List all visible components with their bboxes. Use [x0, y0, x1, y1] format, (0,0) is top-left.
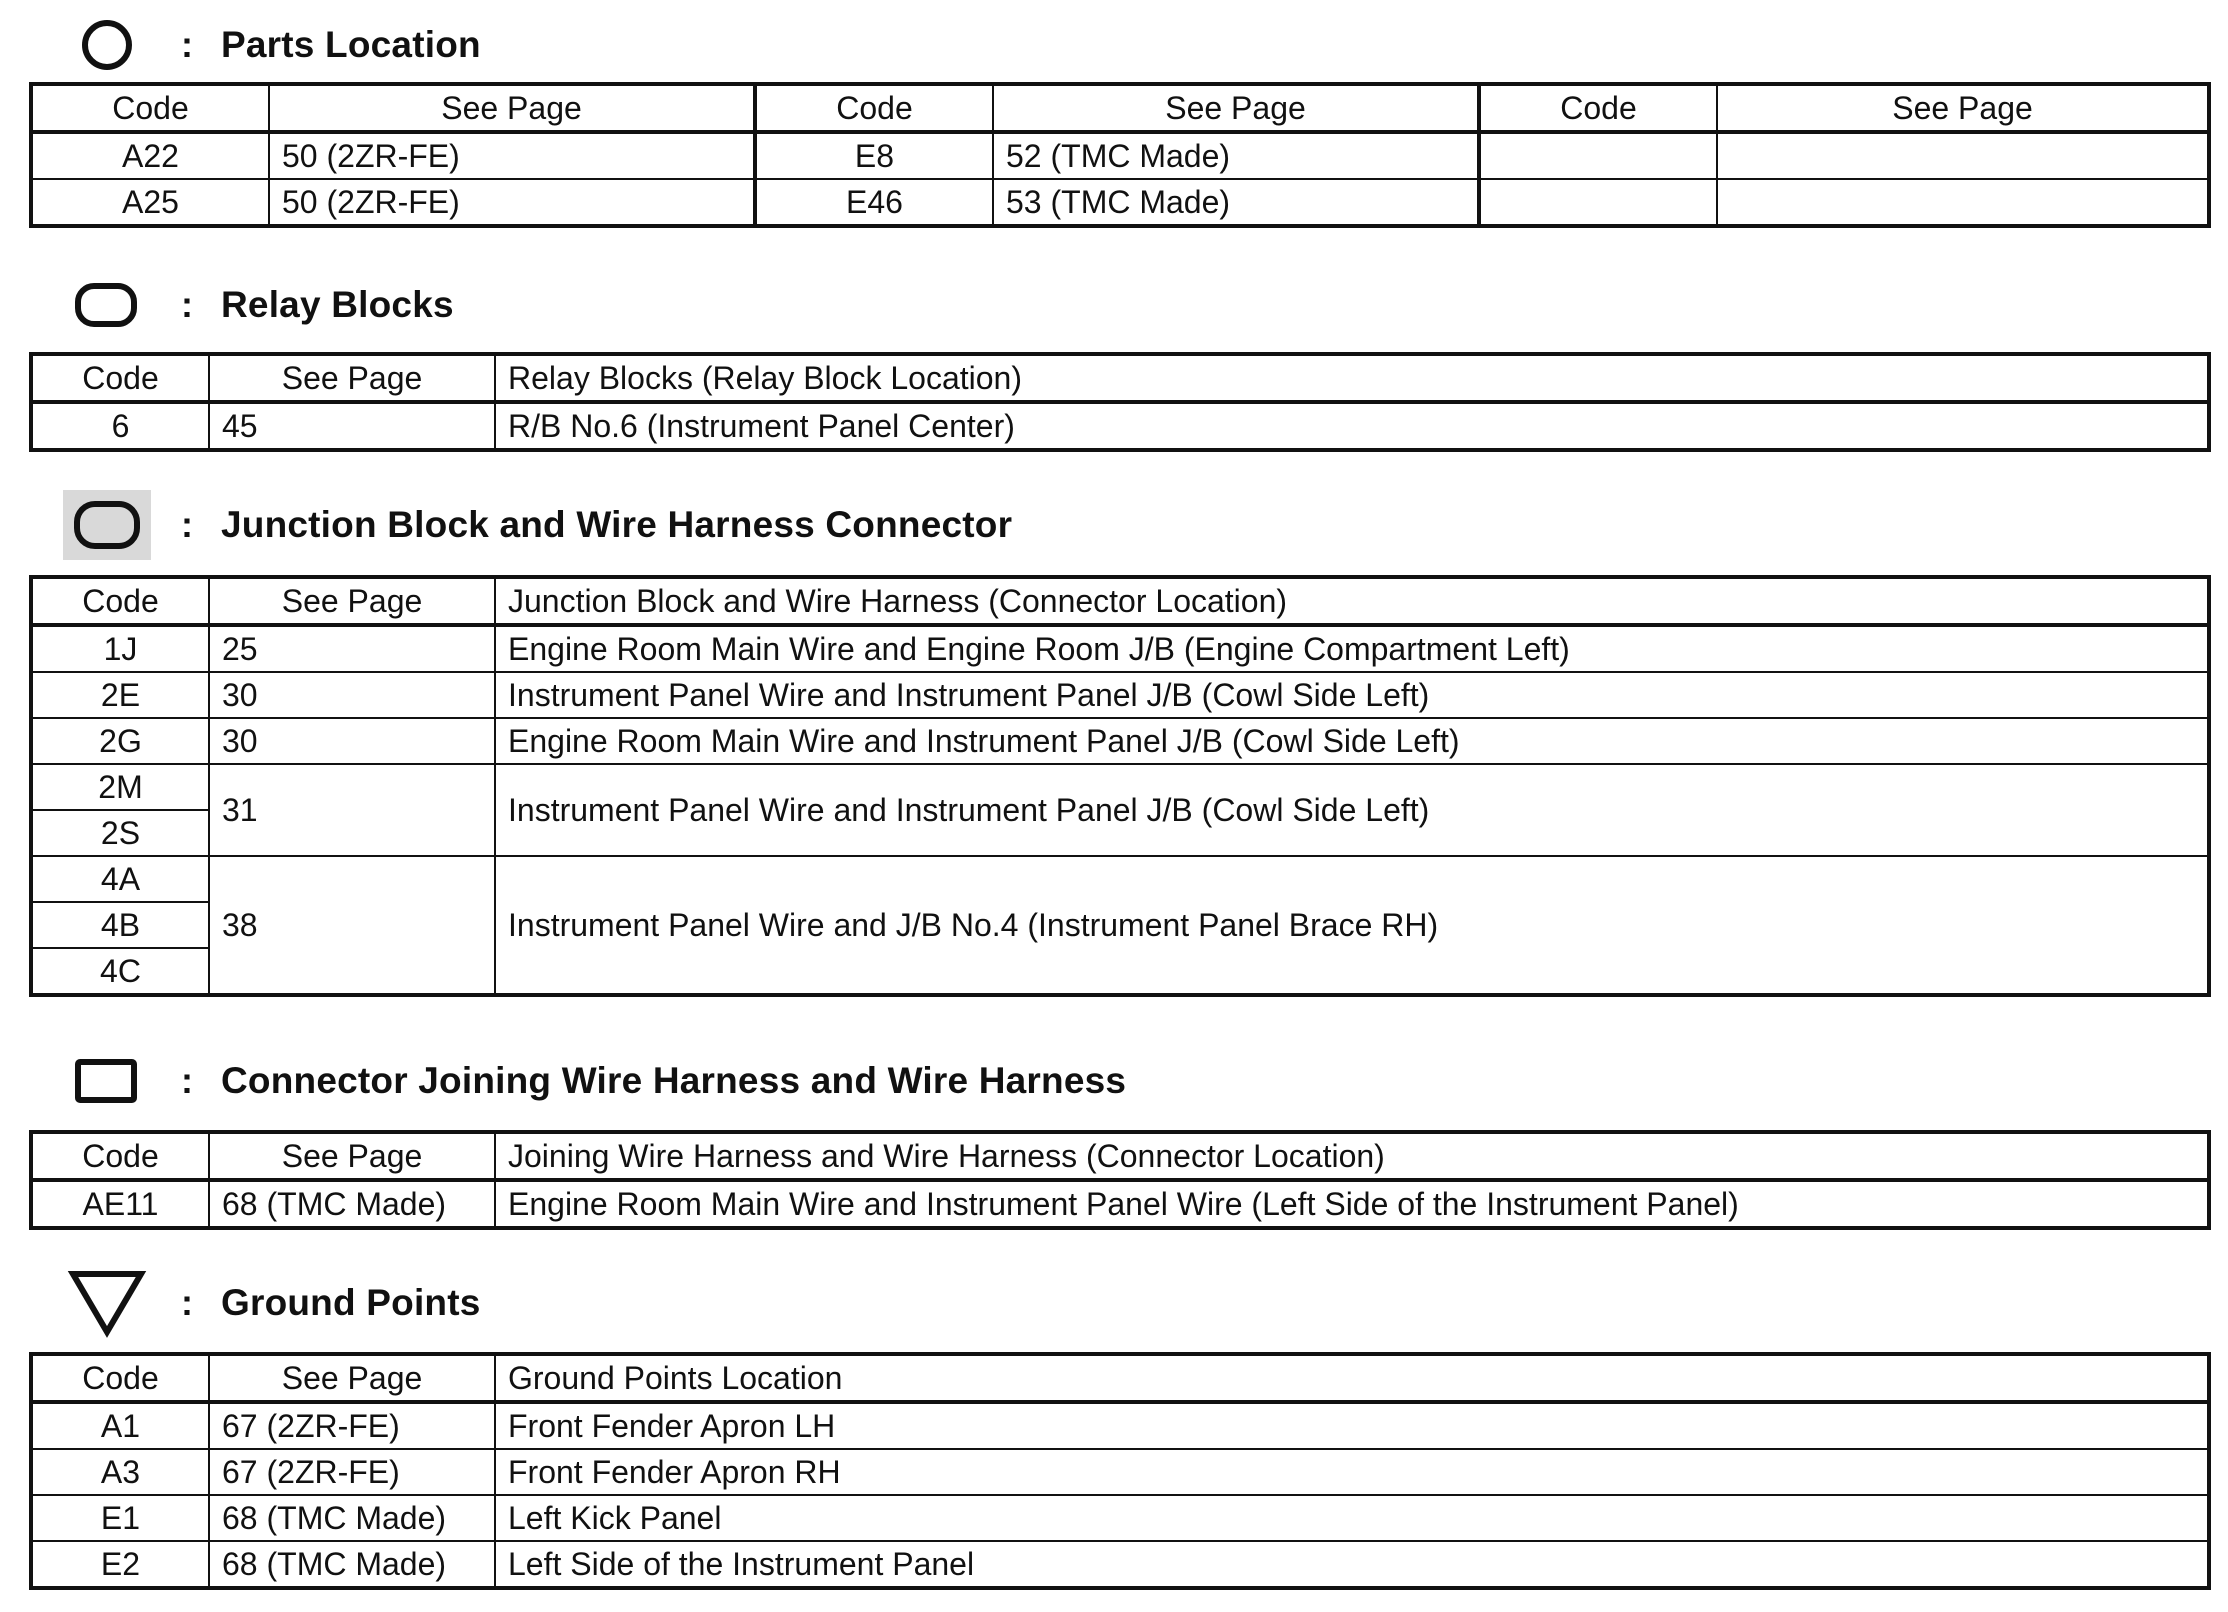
column-header: Junction Block and Wire Harness (Connector Location) [495, 577, 2209, 625]
rounded-rect-icon [63, 270, 151, 340]
table-row [31, 672, 2209, 718]
page-cell: 67 (2ZR-FE) [209, 1402, 495, 1449]
parts-location-table [29, 82, 2211, 228]
column-header: See Page [1717, 84, 2209, 132]
table-row [31, 179, 2209, 226]
code-cell [1479, 132, 1717, 179]
section-title: Junction Block and Wire Harness Connector [221, 504, 1013, 545]
code-cell: 1J [31, 625, 209, 672]
code-cell: 4A [31, 856, 209, 902]
column-header: Relay Blocks (Relay Block Location) [495, 354, 2209, 402]
column-header: Code [31, 1354, 209, 1402]
code-cell: 2M [31, 764, 209, 810]
table-row [31, 856, 2209, 902]
location-cell: R/B No.6 (Instrument Panel Center) [495, 402, 2209, 450]
junction-block-heading [63, 490, 1012, 560]
code-cell: 2G [31, 718, 209, 764]
circle-icon [63, 10, 151, 80]
code-cell: E2 [31, 1541, 209, 1588]
relay-blocks-table [29, 352, 2211, 452]
code-cell: 4C [31, 948, 209, 995]
relay-blocks-heading [63, 270, 454, 340]
code-cell: A1 [31, 1402, 209, 1449]
column-header: Ground Points Location [495, 1354, 2209, 1402]
column-header: Code [31, 577, 209, 625]
section-colon: : [181, 1282, 193, 1323]
location-cell: Engine Room Main Wire and Instrument Panel Wire (Left Side of the Instrument Panel) [495, 1180, 2209, 1228]
shaded-rounded-rect-icon [63, 490, 151, 560]
column-header: Code [31, 1132, 209, 1180]
column-header: See Page [209, 354, 495, 402]
code-cell: 4B [31, 902, 209, 948]
code-cell: 6 [31, 402, 209, 450]
code-cell: A25 [31, 179, 269, 226]
code-cell: E1 [31, 1495, 209, 1541]
code-cell: A22 [31, 132, 269, 179]
section-colon: : [181, 284, 193, 325]
table-row [31, 1180, 2209, 1228]
column-header: See Page [209, 1132, 495, 1180]
page-cell: 30 [209, 718, 495, 764]
section-colon: : [181, 504, 193, 545]
page-cell: 31 [209, 764, 495, 856]
page-cell: 50 (2ZR-FE) [269, 179, 755, 226]
table-row [31, 402, 2209, 450]
location-cell: Left Side of the Instrument Panel [495, 1541, 2209, 1588]
table-row [31, 625, 2209, 672]
page-cell: 68 (TMC Made) [209, 1180, 495, 1228]
page-cell: 53 (TMC Made) [993, 179, 1479, 226]
location-cell: Engine Room Main Wire and Engine Room J/B (Engine Compartment Left) [495, 625, 2209, 672]
table-row [31, 1495, 2209, 1541]
section-title: Connector Joining Wire Harness and Wire Harness [221, 1060, 1127, 1101]
code-cell: 2E [31, 672, 209, 718]
code-cell: E46 [755, 179, 993, 226]
table-row [31, 718, 2209, 764]
table-header-row [31, 1354, 2209, 1402]
location-cell: Instrument Panel Wire and Instrument Panel J/B (Cowl Side Left) [495, 672, 2209, 718]
location-cell: Front Fender Apron LH [495, 1402, 2209, 1449]
location-cell: Front Fender Apron RH [495, 1449, 2209, 1495]
connector-joining-table [29, 1130, 2211, 1230]
column-header: Code [31, 354, 209, 402]
table-row [31, 1541, 2209, 1588]
page-cell: 52 (TMC Made) [993, 132, 1479, 179]
ground-points-heading [63, 1268, 481, 1338]
junction-block-table [29, 575, 2211, 997]
connector-joining-heading [63, 1046, 1126, 1116]
page-cell: 67 (2ZR-FE) [209, 1449, 495, 1495]
section-title: Relay Blocks [221, 284, 454, 325]
section-title: Ground Points [221, 1282, 481, 1323]
page-cell: 50 (2ZR-FE) [269, 132, 755, 179]
table-header-row [31, 577, 2209, 625]
section-colon: : [181, 1060, 193, 1101]
code-cell [1479, 179, 1717, 226]
page-cell: 30 [209, 672, 495, 718]
column-header: Code [1479, 84, 1717, 132]
column-header: See Page [209, 577, 495, 625]
parts-location-heading [63, 10, 481, 80]
location-cell: Instrument Panel Wire and J/B No.4 (Instrument Panel Brace RH) [495, 856, 2209, 995]
code-cell: 2S [31, 810, 209, 856]
column-header: Code [755, 84, 993, 132]
page-cell: 68 (TMC Made) [209, 1495, 495, 1541]
table-row [31, 132, 2209, 179]
column-header: See Page [269, 84, 755, 132]
code-cell: E8 [755, 132, 993, 179]
section-colon: : [181, 24, 193, 65]
location-cell: Left Kick Panel [495, 1495, 2209, 1541]
page-cell: 45 [209, 402, 495, 450]
table-row [31, 764, 2209, 810]
code-cell: A3 [31, 1449, 209, 1495]
table-header-row [31, 84, 2209, 132]
page-cell [1717, 179, 2209, 226]
table-header-row [31, 354, 2209, 402]
table-header-row [31, 1132, 2209, 1180]
column-header: Joining Wire Harness and Wire Harness (Connector Location) [495, 1132, 2209, 1180]
table-row [31, 1449, 2209, 1495]
page-cell [1717, 132, 2209, 179]
section-title: Parts Location [221, 24, 481, 65]
triangle-down-icon [63, 1268, 151, 1338]
page-cell: 25 [209, 625, 495, 672]
column-header: See Page [993, 84, 1479, 132]
ground-points-table [29, 1352, 2211, 1590]
page-cell: 68 (TMC Made) [209, 1541, 495, 1588]
location-cell: Engine Room Main Wire and Instrument Panel J/B (Cowl Side Left) [495, 718, 2209, 764]
location-cell: Instrument Panel Wire and Instrument Panel J/B (Cowl Side Left) [495, 764, 2209, 856]
column-header: See Page [209, 1354, 495, 1402]
column-header: Code [31, 84, 269, 132]
table-row [31, 1402, 2209, 1449]
page-cell: 38 [209, 856, 495, 995]
code-cell: AE11 [31, 1180, 209, 1228]
square-icon [63, 1046, 151, 1116]
